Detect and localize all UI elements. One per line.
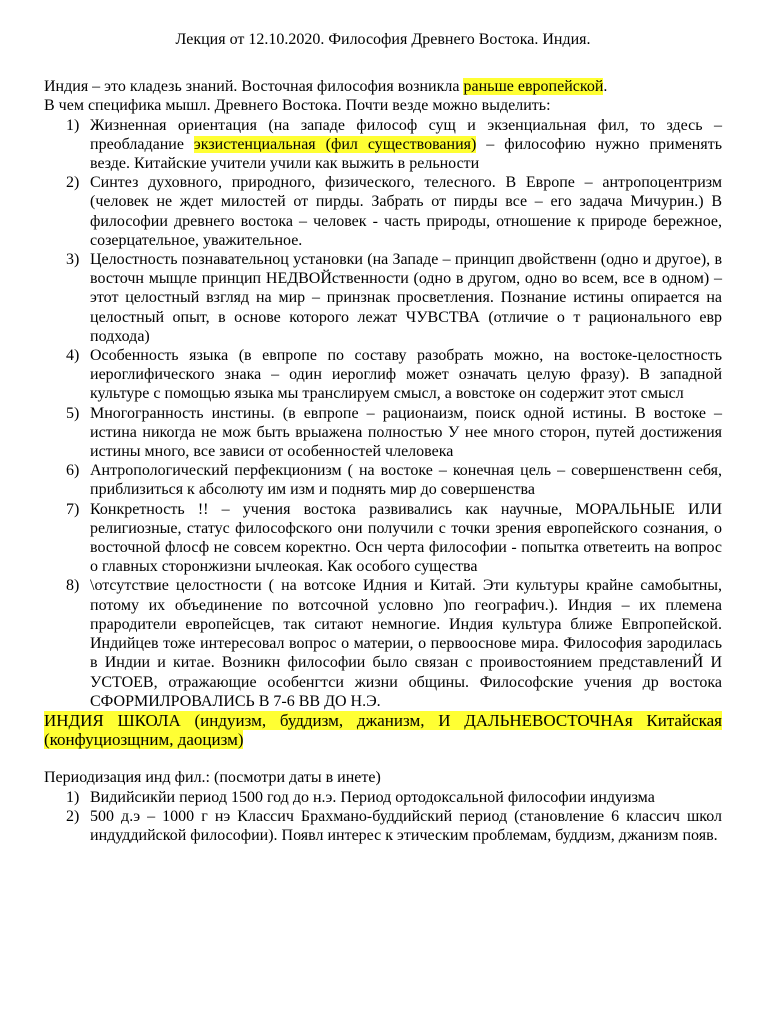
item-number: 7) bbox=[66, 500, 80, 518]
item-text: Целостность познавательноц установки (на Западе – принцип двойственн (одно и другое), в восточн мыщле принцип НЕДВОЙственности (одно в другом, одно во всем, все в одном) – этот целостный взгляд на мир – принзнак просветления. Познание истины опирается на целостный опыт, в основе которого лежат ЧУВСТВА (отличие о т рационального евр подхода) bbox=[90, 251, 722, 345]
list-item bbox=[44, 173, 722, 250]
list-item bbox=[44, 788, 722, 807]
item-number: 2) bbox=[66, 807, 80, 825]
schools-highlight: ИНДИЯ ШКОЛА (индуизм, буддизм, джанизм, И ДАЛЬНЕВОСТОЧНАя Китайская (конфуциозщним, даоцизм) bbox=[44, 710, 722, 750]
item-text: 500 д.э – 1000 г нэ Классич Брахмано-буддийский период (становление 6 классич школ индуддийской философии). Появл интерес к этическим проблемам, буддизм, джанизм появ. bbox=[90, 807, 722, 844]
intro-highlight: раньше европейской bbox=[463, 78, 604, 96]
intro-text: Индия – это кладезь знаний. Восточная философия возникла bbox=[44, 78, 464, 96]
blank-line bbox=[44, 749, 722, 768]
item-number: 1) bbox=[66, 788, 80, 806]
item-text-end: – философию нужно применять везде. Китайские учители учили как выжить в рельности bbox=[90, 135, 723, 173]
item-number: 4) bbox=[66, 347, 80, 365]
list-item bbox=[44, 500, 722, 577]
intro-end: . bbox=[603, 78, 608, 96]
list-item bbox=[44, 116, 722, 174]
list-item bbox=[44, 250, 722, 346]
item-number: 1) bbox=[66, 116, 80, 134]
list-item bbox=[44, 807, 722, 845]
list-item bbox=[44, 346, 722, 404]
item-text: Антропологический перфекционизм ( на востоке – конечная цель – совершенственн себя, приблизиться к абсолюту им изм и поднять мир до совершенства bbox=[90, 462, 722, 499]
item-text: Жизненная ориентация (на западе философ сущ и экзенциальная фил, то здесь – преобладание bbox=[90, 116, 722, 153]
list-item bbox=[44, 461, 722, 499]
item-text: \отсутствие целостности ( на вотсоке Идния и Китай. Эти культуры крайне самобытны, потому их объединение по вотсочной условно )по географич.). Индия – их племена прародители европейсцев, так ситают немногие. Индия культура ближе Евпропейской. Индийцев тоже интересовал вопрос о материи, о первооснове мира. Философия зародилась в Индии и китае. Возникн философии было связан с проивостоянием представлениЙ И УСТОЕВ, отражающие особенгтси жизни общины. Философские учения др востока СФОРМИЛРОВАЛИСЬ В 7-6 ВВ ДО Н.Э. bbox=[90, 577, 722, 710]
item-text: Многогранность инстины. (в евпропе – рационаизм, поиск одной истины. В востоке – истина никогда не мож быть врыажена полностью У нее много сторон, путей достижения истины много, все зависи от особенностей члеловека bbox=[90, 404, 722, 461]
item-number: 2) bbox=[66, 174, 80, 192]
periods-list bbox=[44, 788, 722, 846]
item-text: Синтез духовного, природного, физического, телесного. В Европе – антропоцентризм (человек не ждет милостей от пирды. Забрать от пирды все – его задача Мичурин.) В философии древнего востока – человек - часть природы, отношение к природе бережное, созерцательное, уважительное. bbox=[90, 174, 722, 249]
item-number: 5) bbox=[66, 404, 80, 422]
periodization-heading: Периодизация инд фил.: (посмотри даты в инете) bbox=[44, 769, 381, 787]
list-item bbox=[44, 404, 722, 462]
item-text: Видийсикйи период 1500 год до н.э. Период ортодоксальной философии индуизма bbox=[90, 788, 655, 806]
specifics-list bbox=[44, 116, 722, 711]
list-item bbox=[44, 576, 722, 710]
item-number: 6) bbox=[66, 462, 80, 480]
intro-line-2: В чем специфика мышл. Древнего Востока. Почти везде можно выделить: bbox=[44, 97, 551, 115]
item-text: Особенность языка (в евпропе по составу разобрать можно, на востоке-целостность иероглифического знака – один иероглиф может означать целую фразу). В западной культуре с помощью языка мы транслируем смысл, а вовстоке он содержит этот смысл bbox=[90, 347, 722, 403]
item-highlight: экзистенциальная (фил существования) bbox=[193, 135, 477, 153]
item-text: Конкретность !! – учения востока развивались как научные, МОРАЛЬНЫЕ ИЛИ религиозные, статус философского они получили с точки зрения европейского сознания, о восточной флосф не совсем коректно. Осн черта философии - попытка ответеить на вопрос о главных сторонжизни ычлеокая. Как особого существа bbox=[90, 500, 722, 576]
highlighted-schools-line bbox=[44, 711, 722, 749]
intro-line-1 bbox=[44, 77, 722, 96]
item-number: 3) bbox=[66, 251, 80, 269]
page-title: Лекция от 12.10.2020. Философия Древнего Востока. Индия. bbox=[175, 31, 591, 48]
item-number: 8) bbox=[66, 577, 80, 595]
